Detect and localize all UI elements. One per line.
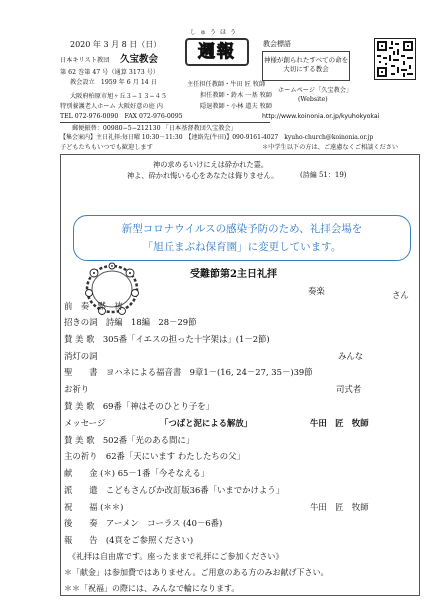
- service-item-12: 派 遣 こどもさんびか改訂版36番「いまでかけよう」: [64, 485, 285, 495]
- service-item-1: 前 奏 黙 祷: [64, 301, 123, 311]
- message-title: 「つばと泥による解放」: [160, 418, 253, 428]
- pastor-1: 主任担任教師・牛田 匠 牧師: [187, 81, 266, 88]
- bulletin-date: 2020 年 3 月 8 日（日）: [70, 40, 162, 49]
- service-item-8: メッセージ: [64, 418, 106, 428]
- title-reading: しゅうほう: [190, 29, 241, 36]
- service-item-3: 賛 美 歌 305番「イエスの担った十字架は」(1－2節): [64, 334, 270, 344]
- header-divider: [60, 122, 270, 123]
- service-item-0-label: 奏楽: [308, 286, 325, 296]
- footer-line-2: ＊「献金」は参加費ではありません。ご用意のある方のみお献げ下さい。: [64, 568, 329, 577]
- registration-line: 第 62 巻第 47 号（通算 3173 号）: [60, 69, 159, 76]
- service-item-0-right: さん: [392, 290, 409, 300]
- service-item-7: 賛 美 歌 69番「神はそのひとり子を」: [64, 401, 214, 411]
- verse-reference: (詩編 51：19): [300, 171, 347, 179]
- founding-date: 教会設立 1959 年 6 月 14 日: [70, 79, 157, 86]
- service-item-13: 祝 福 (＊＊): [64, 502, 124, 512]
- church-name: 久宝教会: [120, 54, 159, 65]
- website-url[interactable]: http://www.koinonia.or.jp/kyuhokyokai: [262, 113, 380, 120]
- pastor-2: 担任教師・鈴木 一基 牧師: [200, 92, 272, 99]
- service-item-11: 献 金 (＊) 65－1番「今そなえる」: [64, 468, 210, 478]
- motto-line-2: 大切にする教会: [283, 65, 329, 74]
- homepage-label: ホームページ「久宝教会」: [278, 87, 353, 94]
- service-item-8-right: 牛田 匠 牧師: [310, 418, 369, 428]
- service-item-2: 招きの詞 詩編 18編 28－29節: [64, 317, 197, 327]
- service-item-6: お祈り: [64, 384, 90, 394]
- verse-line-2: 神よ、砕かれ悔いる心をあなたは侮りません。: [127, 171, 279, 180]
- service-item-6-right: 司式者: [336, 384, 362, 394]
- notice-line-2: 「旭丘まぶね保育園」に変更しています。: [142, 241, 342, 253]
- church-facility: 特別養護老人ホーム 大阪好意の庭 内: [60, 103, 163, 110]
- church-address: 大阪府柏原市旭ヶ丘３−１３−４５: [70, 93, 167, 100]
- service-item-4-right: みんな: [338, 351, 364, 361]
- children-note: ＊中学生以下の方は、ご遠慮なくご相談ください: [262, 144, 399, 151]
- pastor-3: 隠退教師・小林 道夫 牧師: [200, 103, 272, 110]
- verse-line-1: 神の求めるいけにえは砕かれた霊。: [153, 160, 269, 169]
- service-item-10: 主の祈り 62番「天にいます わたしたちの父」: [64, 451, 245, 461]
- service-item-15: 報 告 (4頁をご参照ください): [64, 535, 194, 545]
- service-item-13-right: 牛田 匠 牧師: [310, 502, 369, 512]
- footer-line-1: 《礼拝は自由席です。座ったままで礼拝にご参加ください》: [68, 552, 284, 561]
- postal-transfer: 郵便振替：00980−5−212130 「日本基督教団久宝教会」: [72, 125, 237, 132]
- homepage-sub: (Website): [298, 96, 328, 103]
- church-type: 日本キリスト教団: [60, 57, 110, 64]
- church-phone: TEL 072-976-0090 FAX 072-976-0095: [60, 113, 183, 120]
- motto-box: [262, 51, 350, 81]
- qr-code[interactable]: [374, 38, 416, 80]
- gathering-info: 【集会案内】主日礼拝:毎日曜 10:30－11:30 【連絡先(牛田)】090-9161-4027 kyuho-church@koinonia.or.jp: [60, 134, 374, 141]
- service-item-14: 後 奏 アーメン コーラス (40－6番): [64, 518, 223, 528]
- service-item-9: 賛 美 歌 502番「光のある間に」: [64, 435, 195, 445]
- bulletin-logo: 週報: [185, 38, 249, 66]
- notice-box: [73, 215, 411, 261]
- service-title: 受難節第2主日礼拝: [190, 269, 277, 280]
- welcome-text: 子どもたちもいつでも歓迎します: [60, 144, 153, 151]
- footer-line-3: ＊＊「祝福」の際には、みんなで輪になります。: [64, 584, 240, 593]
- notice-line-1: 新型コロナウイルスの感染予防のため、礼拝会場を: [121, 223, 363, 235]
- service-item-4: 消灯の詞: [64, 351, 98, 361]
- motto-line-1: 神様が創られたすべての命を: [263, 56, 349, 64]
- motto-heading: 教会標語: [263, 40, 291, 48]
- service-item-5: 聖 書 ヨハネによる福音書 9章1－(16, 24－27, 35－)39節: [64, 367, 313, 377]
